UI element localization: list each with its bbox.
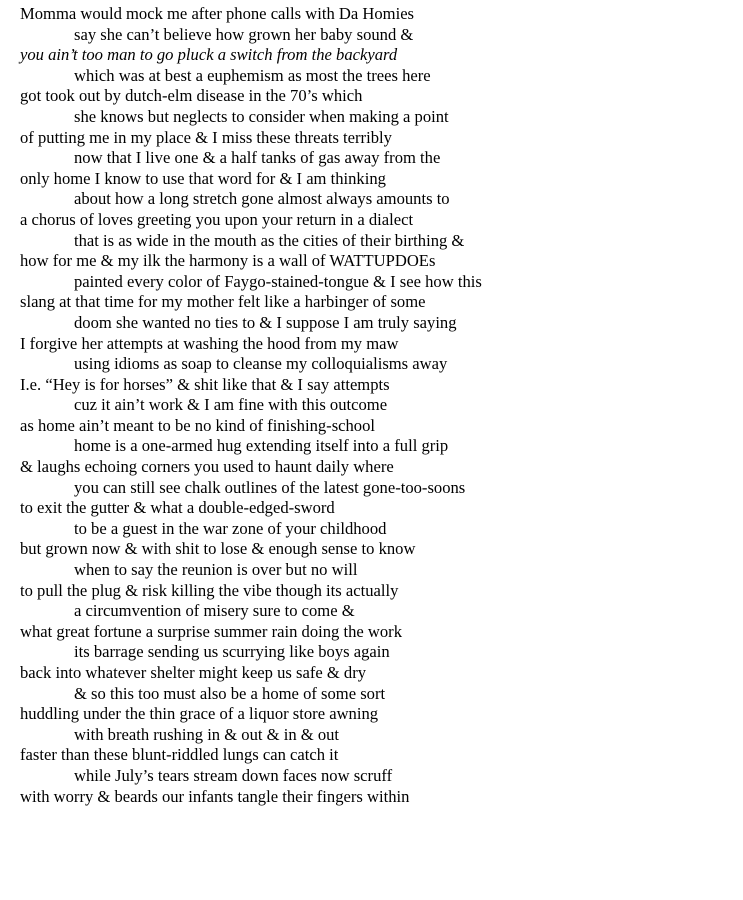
poem-line: while July’s tears stream down faces now scruff <box>74 765 393 785</box>
poem-line: what great fortune a surprise summer rain doing the work <box>20 621 403 641</box>
poem-line: a circumvention of misery sure to come & <box>74 601 355 621</box>
poem-line: you can still see chalk outlines of the latest gone-too-soons <box>74 477 466 497</box>
poem-line: only home I know to use that word for & I am thinking <box>20 168 386 188</box>
poem-line: of putting me in my place & I miss these threats terribly <box>20 127 392 147</box>
poem-line: got took out by dutch-elm disease in the 70’s which <box>20 86 363 106</box>
poem-line: with worry & beards our infants tangle their fingers within <box>20 786 410 806</box>
poem-line: & laughs echoing corners you used to haunt daily where <box>20 457 394 477</box>
poem-line: back into whatever shelter might keep us safe & dry <box>20 663 367 682</box>
poem-line: to pull the plug & risk killing the vibe though its actually <box>20 580 399 600</box>
poem-line: she knows but neglects to consider when making a point <box>74 106 449 126</box>
poem-line: say she can’t believe how grown her baby sound & <box>74 24 414 44</box>
poem-body <box>20 4 735 807</box>
poem-line: how for me & my ilk the harmony is a wall of WATTUPDOEs <box>20 251 436 271</box>
poem-line: faster than these blunt-riddled lungs can catch it <box>20 745 339 765</box>
poem-line: but grown now & with shit to lose & enough sense to know <box>20 539 416 559</box>
poem-line: that is as wide in the mouth as the cities of their birthing & <box>74 230 465 250</box>
poem-line: to be a guest in the war zone of your childhood <box>74 518 387 538</box>
poem-line: slang at that time for my mother felt like a harbinger of some <box>20 292 426 312</box>
poem-line: I.e. “Hey is for horses” & shit like that & I say attempts <box>20 374 390 394</box>
poem-line: doom she wanted no ties to & I suppose I am truly saying <box>74 312 457 332</box>
poem-line: to exit the gutter & what a double-edged-sword <box>20 498 335 518</box>
poem-line: & so this too must also be a home of some sort <box>74 683 386 703</box>
poem-line: Momma would mock me after phone calls with Da Homies <box>20 4 415 23</box>
poem-line: which was at best a euphemism as most the trees here <box>74 65 431 85</box>
poem-line: huddling under the thin grace of a liquor store awning <box>20 704 379 724</box>
poem-line: now that I live one & a half tanks of gas away from the <box>74 148 441 168</box>
poem-line: I forgive her attempts at washing the hood from my maw <box>20 333 399 353</box>
poem-line: a chorus of loves greeting you upon your return in a dialect <box>20 209 414 229</box>
poem-line: cuz it ain’t work & I am fine with this outcome <box>74 395 388 415</box>
poem-line: its barrage sending us scurrying like boys again <box>74 642 390 662</box>
poem-line: as home ain’t meant to be no kind of finishing-school <box>20 415 376 435</box>
poem-line: with breath rushing in & out & in & out <box>74 724 340 744</box>
poem-line: when to say the reunion is over but no will <box>74 560 358 580</box>
poem-line: about how a long stretch gone almost always amounts to <box>74 189 450 209</box>
poem-line: painted every color of Faygo-stained-tongue & I see how this <box>74 271 482 291</box>
poem-line: you ain’t too man to go pluck a switch from the backyard <box>20 45 398 65</box>
poem-line: using idioms as soap to cleanse my colloquialisms away <box>74 354 448 374</box>
poem-line: home is a one-armed hug extending itself into a full grip <box>74 436 449 456</box>
